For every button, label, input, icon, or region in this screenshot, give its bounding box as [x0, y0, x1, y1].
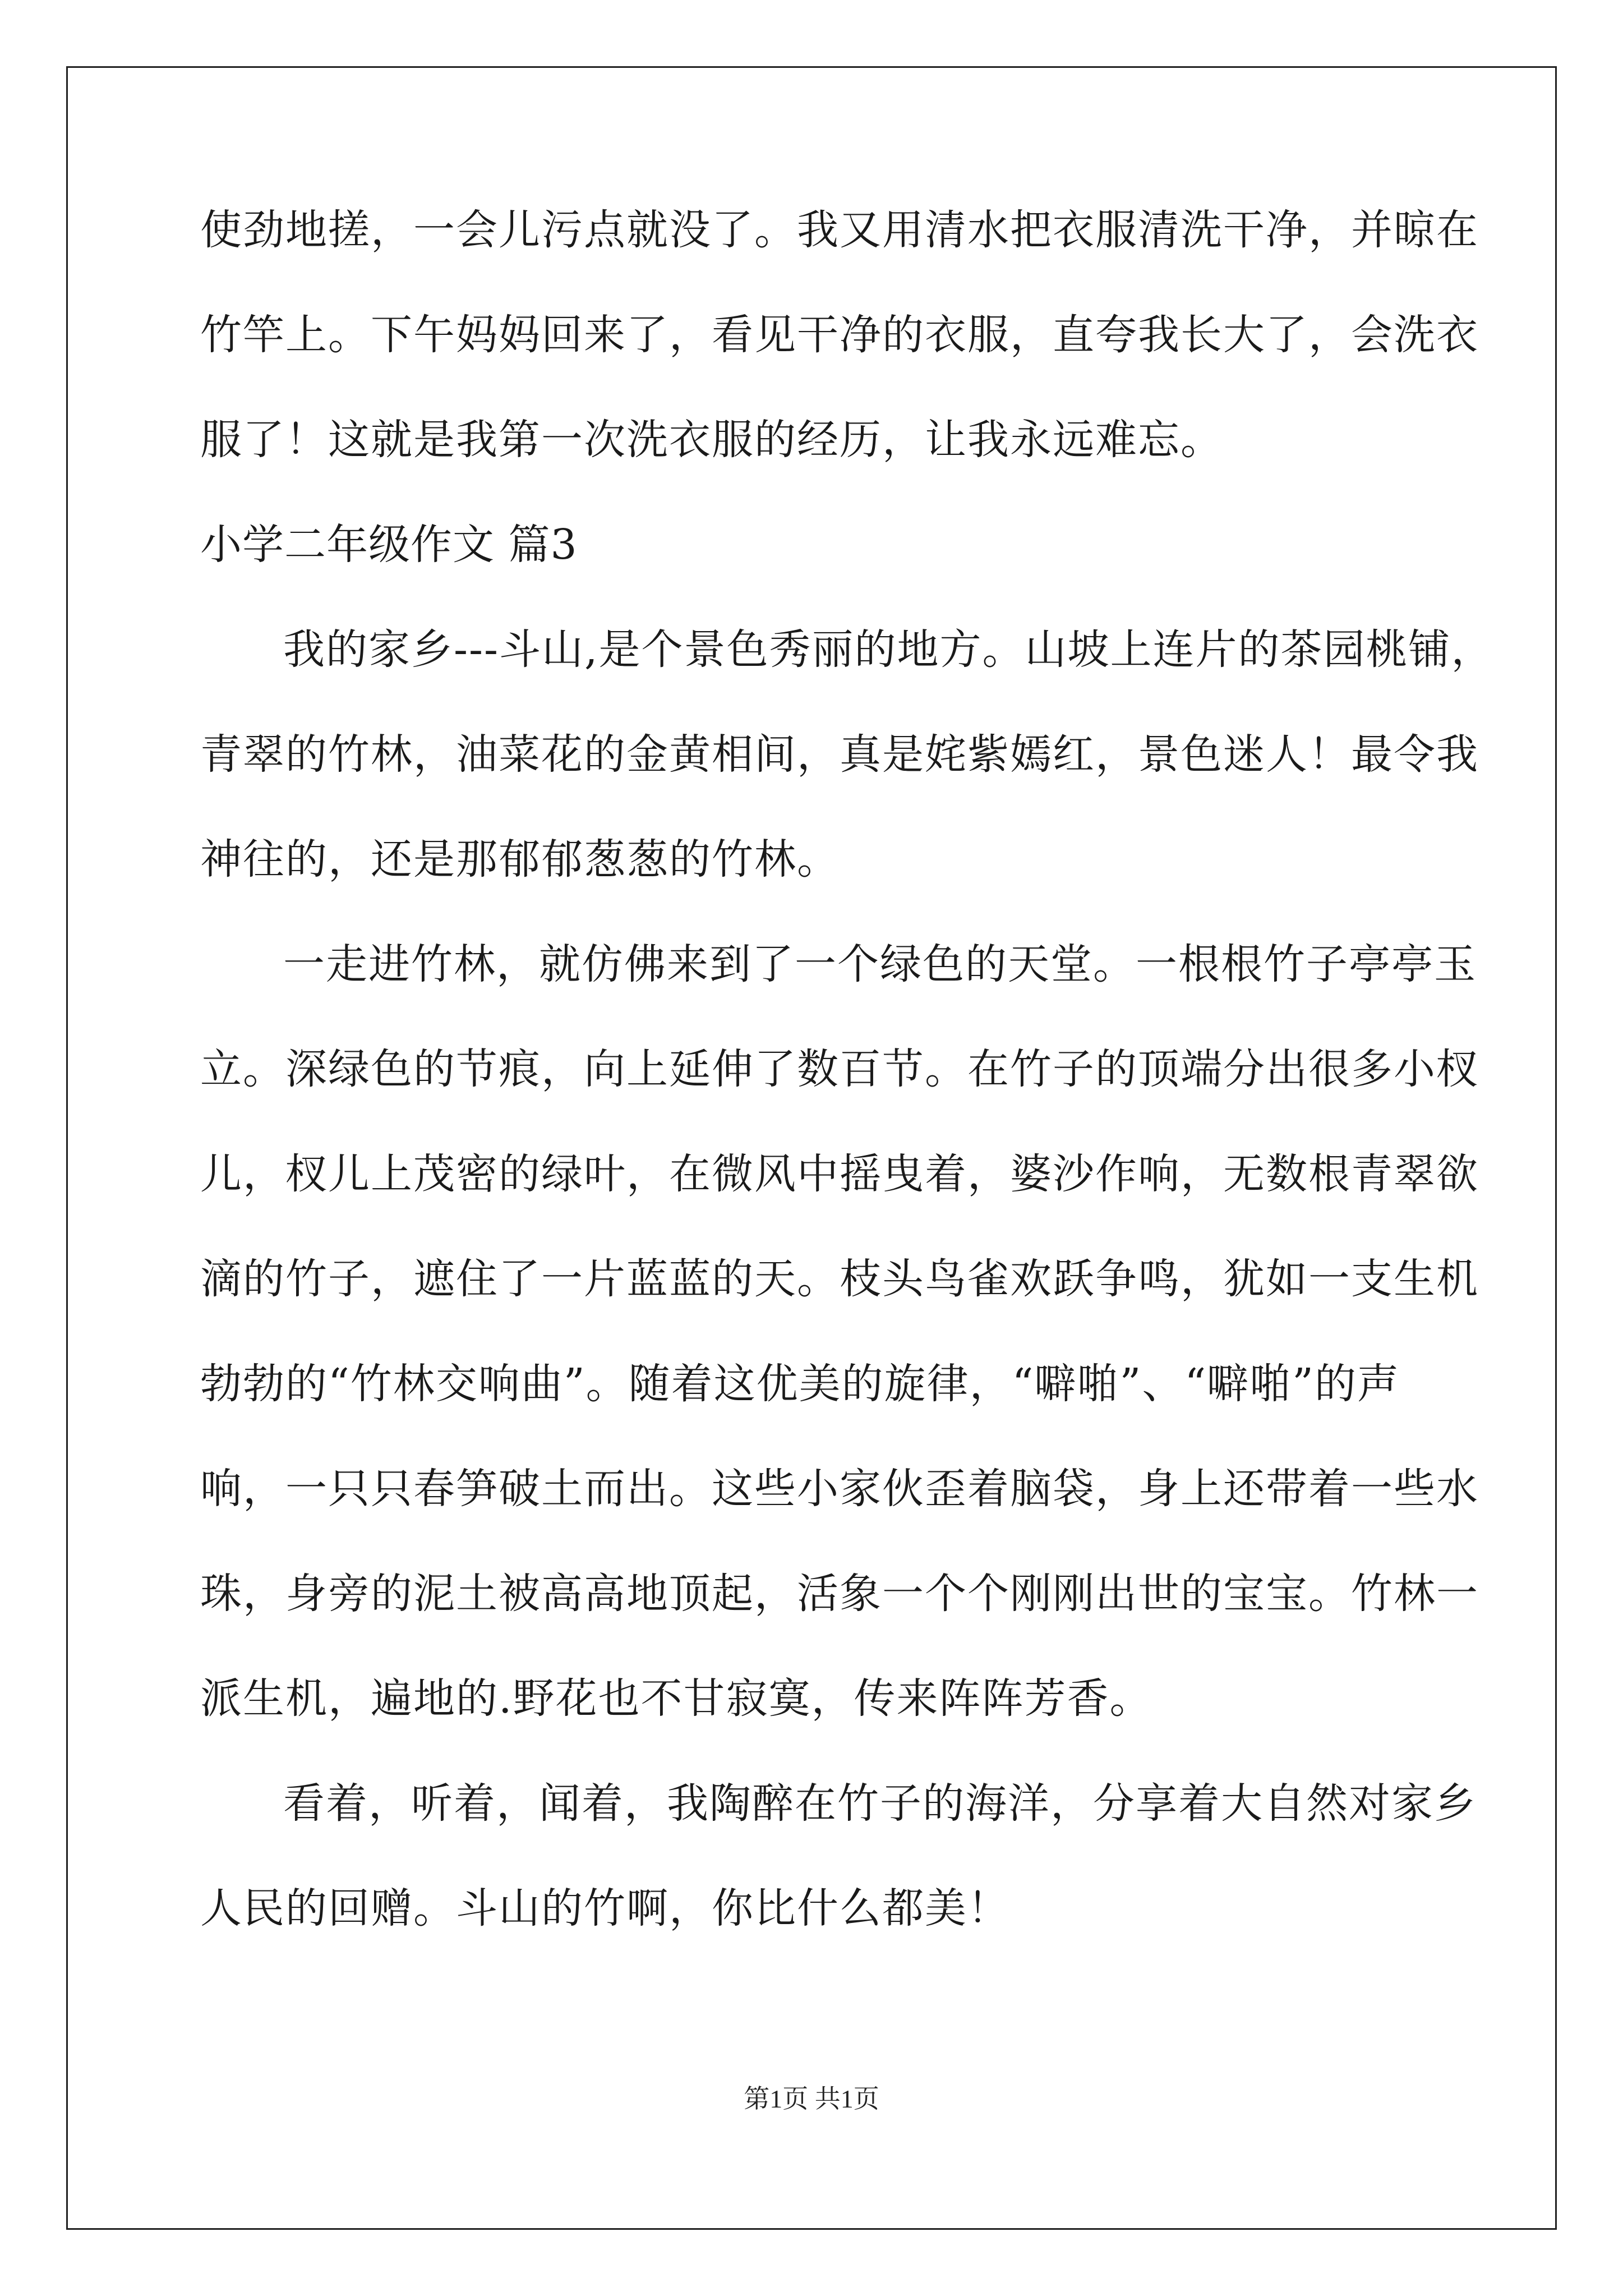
- text-line: 人民的回赠。斗山的竹啊，你比什么都美！: [200, 1884, 1010, 1932]
- paragraph-first-line: 一走进竹林，就仿佛来到了一个绿色的天堂。一根根竹子亭亭玉: [283, 940, 1477, 988]
- text-line: 神往的，还是那郁郁葱葱的竹林。: [200, 835, 840, 884]
- section-title: 小学二年级作文 篇3: [200, 521, 578, 569]
- text-line: 立。深绿色的节痕，向上延伸了数百节。在竹子的顶端分出很多小杈: [200, 1045, 1479, 1093]
- page-number-footer: 第1页 共1页: [744, 2085, 879, 2113]
- text-line: 勃勃的“竹林交响曲”。随着这优美的旋律，“噼啪”、“噼啪”的声: [200, 1360, 1400, 1408]
- text-line: 使劲地搓，一会儿污点就没了。我又用清水把衣服清洗干净，并晾在: [200, 206, 1479, 254]
- text-line: 青翠的竹林，油菜花的金黄相间，真是姹紫嫣红，景色迷人！最令我: [200, 730, 1479, 779]
- text-line: 竹竿上。下午妈妈回来了，看见干净的衣服，直夸我长大了，会洗衣: [200, 311, 1479, 359]
- text-line: 珠，身旁的泥土被高高地顶起，活象一个个刚刚出世的宝宝。竹林一: [200, 1570, 1479, 1618]
- text-line: 滴的竹子，遮住了一片蓝蓝的天。枝头鸟雀欢跃争鸣，犹如一支生机: [200, 1255, 1479, 1303]
- paragraph-first-line: 我的家乡---斗山,是个景色秀丽的地方。山坡上连片的茶园桃铺，: [283, 625, 1494, 674]
- paragraph-first-line: 看着，听着，闻着，我陶醉在竹子的海洋，分享着大自然对家乡: [283, 1779, 1477, 1828]
- text-line: 响，一只只春笋破土而出。这些小家伙歪着脑袋，身上还带着一些水: [200, 1465, 1479, 1513]
- text-line: 儿，杈儿上茂密的绿叶，在微风中摇曳着，婆沙作响，无数根青翠欲: [200, 1150, 1479, 1198]
- text-line: 服了！这就是我第一次洗衣服的经历，让我永远难忘。: [200, 416, 1223, 464]
- text-line: 派生机，遍地的.野花也不甘寂寞，传来阵阵芳香。: [200, 1674, 1152, 1723]
